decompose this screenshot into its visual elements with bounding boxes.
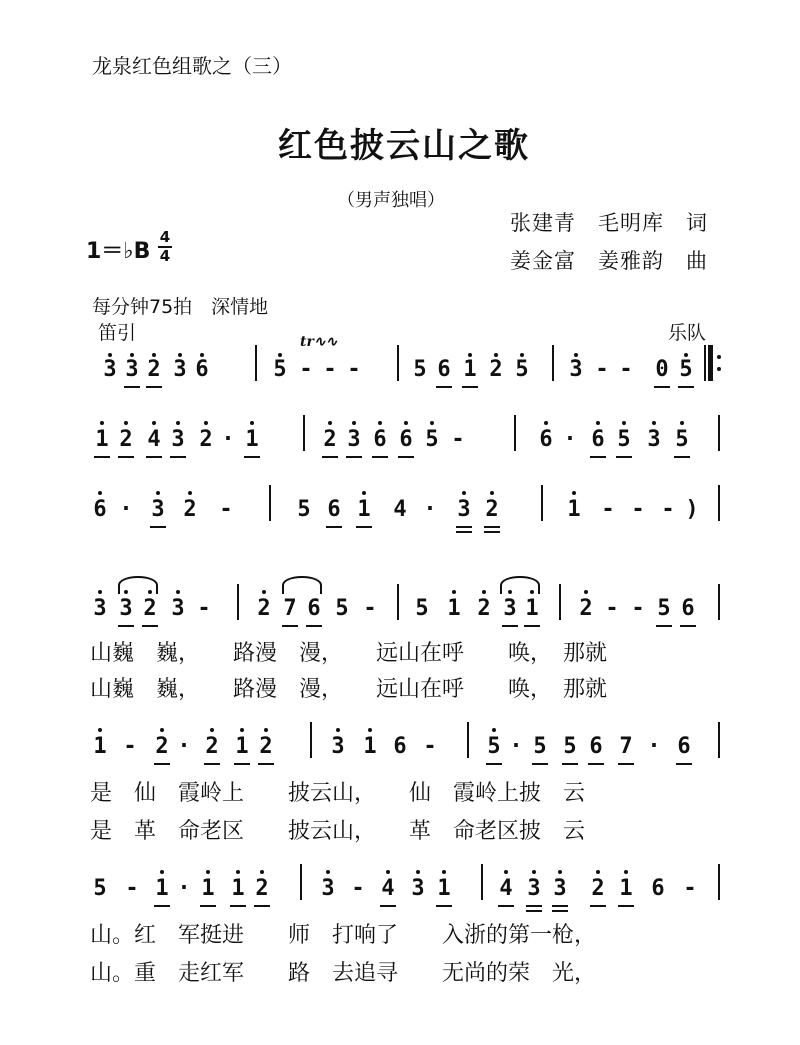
note: 3 — [410, 876, 426, 902]
note: 6 — [326, 497, 342, 523]
barline — [718, 584, 720, 620]
note: 2 — [590, 876, 606, 902]
note: 1 — [94, 427, 110, 453]
barline — [300, 864, 302, 900]
time-signature — [156, 230, 174, 264]
note: 1 — [92, 734, 108, 760]
note: 1 — [566, 497, 582, 523]
dash: - — [219, 497, 233, 522]
dot-mark: · — [563, 427, 577, 452]
note: 1 — [234, 734, 250, 760]
note: 3 — [150, 497, 166, 523]
note: 3 — [456, 497, 472, 523]
note: 6 — [306, 596, 322, 622]
intro-label: 笛引 — [98, 322, 137, 344]
note: 5 — [335, 596, 349, 621]
note: 1 — [446, 596, 462, 622]
barline — [704, 345, 706, 381]
note: 4 — [393, 497, 407, 522]
repeat-barline — [708, 345, 713, 381]
note: 6 — [588, 734, 604, 760]
time-signature-top: 4 — [159, 228, 171, 246]
note: 6 — [436, 357, 452, 383]
lyrics-verse-1: 山巍 巍， 路漫 漫， 远山在呼 唤， 那就 — [90, 641, 608, 666]
note: 2 — [118, 427, 134, 453]
note: 0 — [654, 357, 670, 383]
barline — [269, 485, 271, 521]
note: 3 — [170, 427, 186, 453]
dash: - — [363, 596, 377, 621]
lyrics-verse-1: 是 仙 霞岭上 披云山， 仙 霞岭上披 云 — [90, 781, 586, 806]
barline — [718, 485, 720, 521]
note: 3 — [552, 876, 568, 902]
barline — [397, 345, 399, 381]
barline — [718, 864, 720, 900]
note: 5 — [272, 357, 288, 383]
note: 1 — [230, 876, 246, 902]
dot-mark: · — [647, 734, 661, 759]
barline — [552, 345, 554, 381]
tempo-marking: 每分钟75拍 深情地 — [92, 296, 269, 318]
note: 6 — [676, 734, 692, 760]
dot-mark: · — [221, 427, 235, 452]
lyrics-verse-1: 山。红 军挺进 师 打响了 入浙的第一枪， — [90, 923, 597, 948]
note: 6 — [393, 734, 407, 759]
series-title: 龙泉红色组歌之（三） — [92, 54, 292, 78]
note: 5 — [616, 427, 632, 453]
composer-credit: 姜金富 姜雅韵 曲 — [510, 249, 708, 273]
note: 2 — [254, 876, 270, 902]
barline — [718, 722, 720, 758]
note: 5 — [532, 734, 548, 760]
dash: - — [451, 427, 465, 452]
repeat-dots — [717, 355, 721, 379]
trill-marking: tr∿∿ — [300, 334, 338, 350]
barline — [397, 584, 399, 620]
note: 1 — [356, 497, 372, 523]
note: 4 — [498, 876, 514, 902]
note: 1 — [244, 427, 260, 453]
dash: - — [619, 357, 633, 382]
note: 4 — [380, 876, 396, 902]
note: 2 — [578, 596, 594, 622]
note: 6 — [680, 596, 696, 622]
dash: - — [347, 357, 361, 382]
note: 3 — [118, 596, 134, 622]
note: 3 — [568, 357, 584, 383]
barline — [303, 415, 305, 451]
note: 5 — [562, 734, 578, 760]
dash: - — [299, 357, 313, 382]
band-label: 乐队 — [668, 322, 707, 344]
note: 3 — [320, 876, 336, 902]
note: 1 — [618, 876, 634, 902]
dash: - — [661, 497, 675, 522]
note: 5 — [674, 427, 690, 453]
note: 6 — [92, 497, 108, 523]
note: 5 — [424, 427, 440, 453]
barline — [559, 584, 561, 620]
note: 5 — [486, 734, 502, 760]
lyrics-verse-2: 是 革 命老区 披云山， 革 命老区披 云 — [90, 819, 586, 844]
note: 2 — [198, 427, 214, 453]
note: 7 — [618, 734, 634, 760]
dot-mark: · — [509, 734, 523, 759]
note: 6 — [590, 427, 606, 453]
note: 1 — [462, 357, 478, 383]
note: 6 — [651, 876, 665, 901]
dash: - — [605, 596, 619, 621]
note: 3 — [102, 357, 118, 383]
dot-mark: · — [119, 497, 133, 522]
key-signature: 1＝♭B — [86, 239, 151, 264]
note: 6 — [194, 357, 210, 383]
note: 3 — [646, 427, 662, 453]
note: 3 — [502, 596, 518, 622]
note: 2 — [322, 427, 338, 453]
note: 2 — [154, 734, 170, 760]
note: 1 — [524, 596, 540, 622]
note: 1 — [154, 876, 170, 902]
note: 1 — [200, 876, 216, 902]
barline — [541, 485, 543, 521]
note: 6 — [538, 427, 554, 453]
dash: - — [123, 734, 137, 759]
dash: - — [351, 876, 365, 901]
dash: - — [601, 497, 615, 522]
dot-mark: · — [177, 876, 191, 901]
dash: - — [423, 734, 437, 759]
dot-mark: · — [177, 734, 191, 759]
note: 5 — [678, 357, 694, 383]
barline — [467, 722, 469, 758]
dash: - — [197, 596, 211, 621]
note: 5 — [656, 596, 672, 622]
note: 3 — [330, 734, 346, 760]
note: 7 — [282, 596, 298, 622]
note: 5 — [514, 357, 530, 383]
note: 5 — [415, 596, 429, 621]
dash: - — [631, 596, 645, 621]
barline — [237, 584, 239, 620]
note: 1 — [362, 734, 378, 760]
note: 4 — [146, 427, 162, 453]
barline — [514, 415, 516, 451]
note: 3 — [172, 357, 188, 383]
dash: - — [631, 497, 645, 522]
song-title: 红色披云山之歌 — [278, 126, 530, 166]
note: 2 — [256, 596, 272, 622]
lyricist-credit: 张建青 毛明库 词 — [510, 211, 708, 235]
note: 6 — [372, 427, 388, 453]
note: 3 — [124, 357, 140, 383]
slur — [282, 576, 322, 594]
note: 5 — [93, 876, 107, 901]
note: 3 — [346, 427, 362, 453]
barline — [718, 415, 720, 451]
note: 3 — [92, 596, 108, 622]
close-paren: ) — [685, 497, 699, 522]
lyrics-verse-2: 山。重 走红军 路 去追寻 无尚的荣 光， — [90, 961, 597, 986]
barline — [310, 722, 312, 758]
note: 3 — [170, 596, 186, 622]
barline — [481, 864, 483, 900]
lyrics-verse-2: 山巍 巍， 路漫 漫， 远山在呼 唤， 那就 — [90, 677, 608, 702]
note: 2 — [484, 497, 500, 523]
dash: - — [595, 357, 609, 382]
note: 6 — [398, 427, 414, 453]
dot-mark: · — [423, 497, 437, 522]
note: 3 — [526, 876, 542, 902]
note: 2 — [142, 596, 158, 622]
note: 5 — [297, 497, 311, 522]
note: 2 — [182, 497, 198, 523]
note: 2 — [258, 734, 274, 760]
note: 2 — [476, 596, 492, 622]
slur — [500, 576, 540, 594]
subtitle: （男声独唱） — [337, 190, 445, 211]
dash: - — [125, 876, 139, 901]
note: 2 — [204, 734, 220, 760]
note: 1 — [436, 876, 452, 902]
barline — [255, 345, 257, 381]
time-signature-bottom: 4 — [159, 247, 171, 265]
dash: - — [323, 357, 337, 382]
note: 2 — [488, 357, 504, 383]
note: 2 — [146, 357, 162, 383]
dash: - — [683, 876, 697, 901]
note: 5 — [413, 357, 427, 382]
